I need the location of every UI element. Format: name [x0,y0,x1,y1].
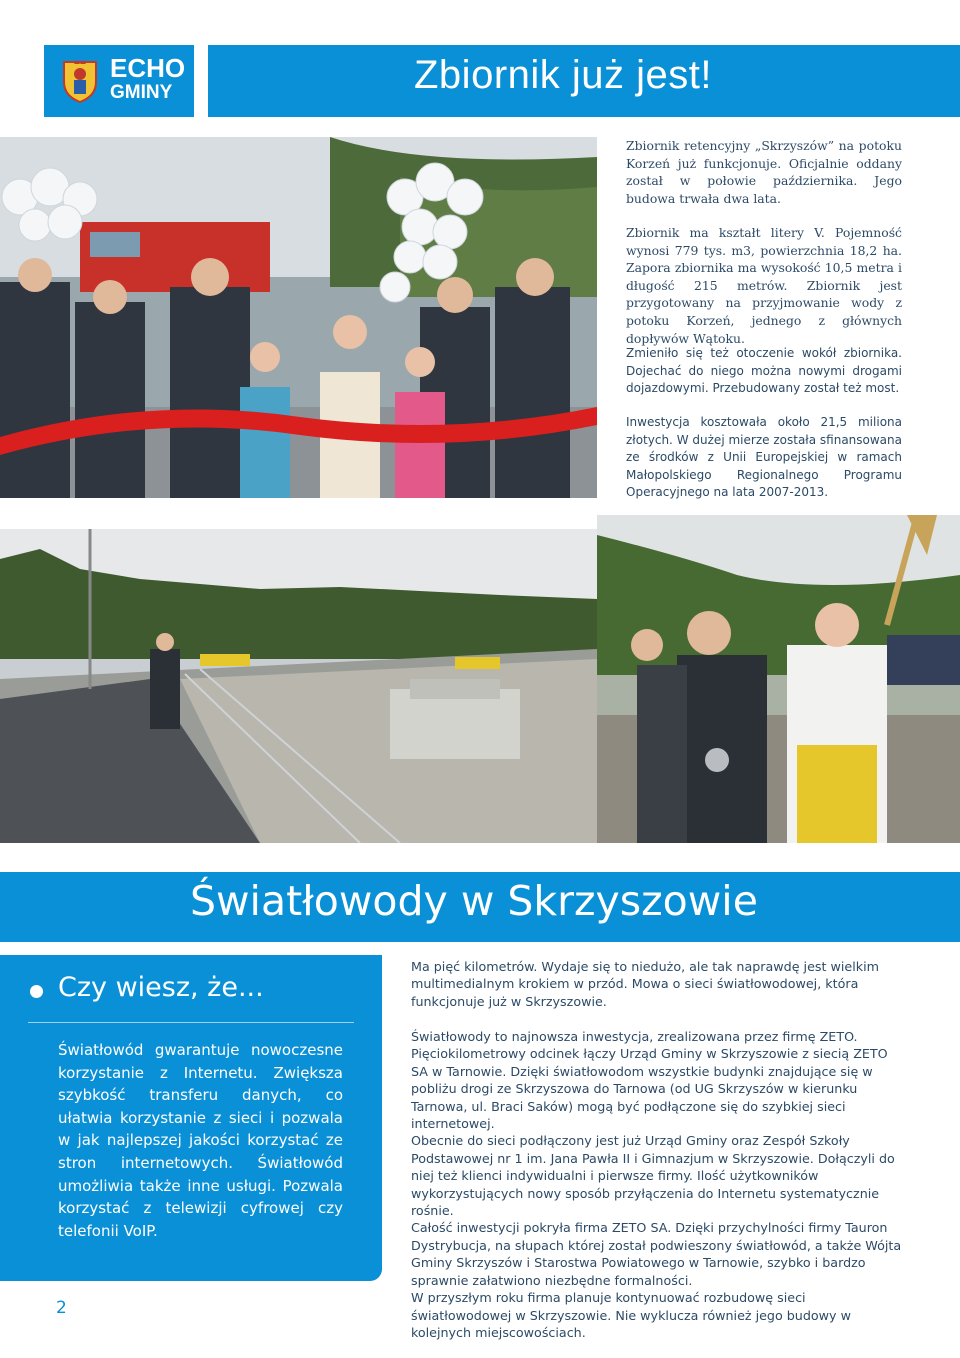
logo-text-echo: ECHO [110,53,186,83]
article-paragraph: Zbiornik ma kształt litery V. Pojemność wynosi 779 tys. m3, powierzchnia 18,2 ha. Zapora zbiornika ma wysokość 10,5 metra i długość 215 metrów. Zbiornik jest przygotowany na przyjmowanie wody z potoku Korzeń, jednego z głównych dopływów Wątoku. [626,225,902,346]
article-paragraph: Inwestycja kosztowała około 21,5 miliona złotych. W dużej mierze została sfinansowana ze środków z Unii Europejskiej w ramach Małopolskiego Regionalnego Programu Operacyjnego na lata 2007-2013. [626,415,902,500]
divider [28,1022,354,1023]
blessing-ceremony-photo [597,515,960,843]
article-body: Światłowody to najnowsza inwestycja, zrealizowana przez firmę ZETO. Pięciokilometrowy odcinek łączy Urząd Gminy w Skrzyszowie z siecią ZETO SA w Tarnowie. Dzięki światłowodom wszystkie budynki znajdujące się w pobliżu drogi ze Skrzyszowa do Tarnowa (od UG Skrzyszów w kierunku Tarnowa, ul. Braci Saków) mogą być podłączone się do szybkiej sieci internetowej. Obecnie do sieci podłączony jest już Urząd Gminy oraz Zespół Szkoły Podstawowej nr 1 im. Jana Pawła II i Gimnazjum w Skrzyszowie. Dołączyli do niej też klienci indywidualni i pierwsze firmy. Ilość użytkowników wykorzystujących nowy sposób przyłączenia do Internetu systematycznie rośnie. Całość inwestycji pokryła firma ZETO SA. Dzięki przychylności firmy Tauron Dystrybucja, na słupach której został podwieszony światłowód, a także Wójta Gminy Skrzyszów i Starostwa Powiatowego w Tarnowie, szybko i bardzo sprawnie załatwiono niezbędne formalności. W przyszłym roku firma planuje kontynuować rozbudowę sieci światłowodowej w Skrzyszowie. Nie wyklucza również jego budowy w kolejnych miejscowościach. [411,1029,902,1340]
reservoir-dam-photo [0,529,597,843]
coat-of-arms-icon [60,58,100,104]
page-title: Zbiornik już jest! [414,53,712,97]
did-you-know-title: Czy wiesz, że... [58,972,264,1003]
article-paragraph: Zbiornik retencyjny „Skrzyszów” na potoku Korzeń już funkcjonuje. Oficjalnie oddany został w połowie października. Jego budowa trwała dwa lata. [626,138,902,206]
bullet-icon [30,985,43,998]
section-title: Światłowody w Skrzyszowie [190,877,758,925]
article-paragraph: Zmieniło się też otoczenie wokół zbiornika. Dojechać do niego można nowymi drogami dojazdowymi. Przebudowany został też most. [626,346,902,396]
page-number: 2 [56,1298,67,1318]
did-you-know-text: Światłowód gwarantuje nowoczesne korzystanie z Internetu. Zwiększa szybkość transferu danych, co ułatwia korzystanie z sieci i pozwala w jak najlepszej jakości korzystać ze stron internetowych. Światłowód umożliwia także inne usługi. Pozwala korzystać z telewizji cyfrowej czy telefonii VoIP. [58,1041,343,1240]
ribbon-cutting-photo [0,137,597,498]
article-lead: Ma pięć kilometrów. Wydaje się to niedużo, ale tak naprawdę jest wielkim multimedialnym krokiem w przód. Mowa o sieci światłowodowej, która funkcjonuje już w Skrzyszowie. [411,959,879,1009]
logo-text-gminy: GMINY [110,82,173,103]
